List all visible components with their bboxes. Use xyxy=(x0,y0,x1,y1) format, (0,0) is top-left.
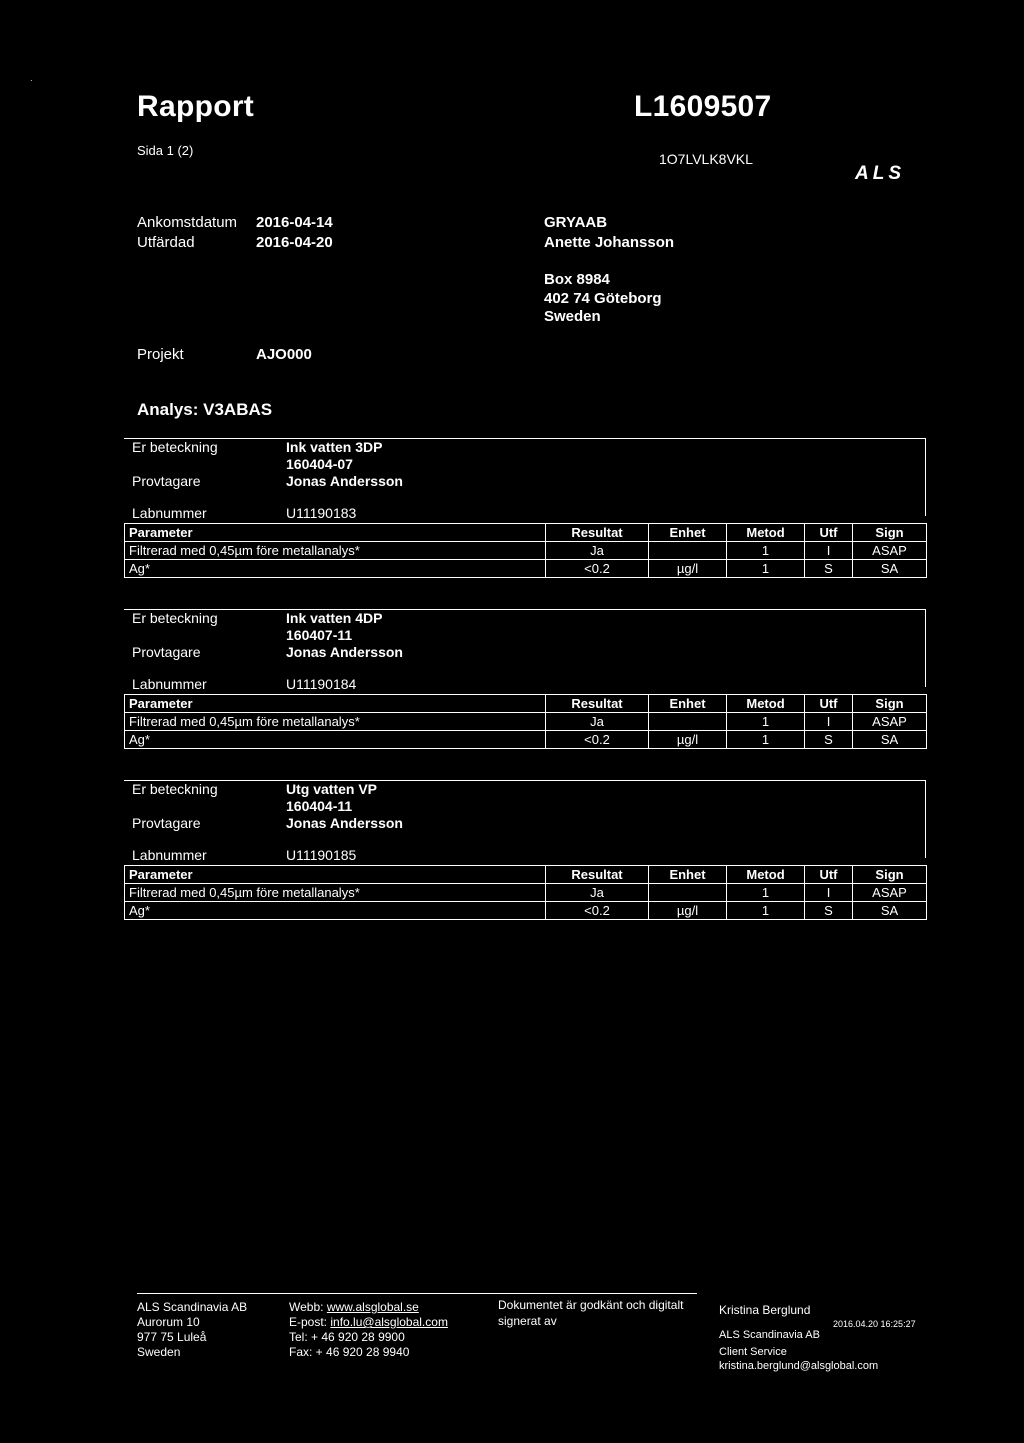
footer-web-label: Webb: xyxy=(289,1300,327,1314)
labnumber-value: U11190183 xyxy=(286,505,357,521)
table-row xyxy=(125,542,927,560)
sampler-name: Jonas Andersson xyxy=(286,473,403,489)
signer-company: ALS Scandinavia AB xyxy=(719,1329,820,1341)
header-utf: Utf xyxy=(805,695,853,713)
sample-frame xyxy=(124,780,926,858)
cell-result: Ja xyxy=(546,713,649,731)
footer-company-country: Sweden xyxy=(137,1345,181,1359)
cell-result: Ja xyxy=(546,542,649,560)
cell-utf: I xyxy=(805,542,853,560)
signer-name: Kristina Berglund xyxy=(719,1303,811,1317)
cell-parameter: Filtrerad med 0,45µm före metallanalys* xyxy=(125,884,546,902)
table-row xyxy=(125,884,927,902)
header-parameter: Parameter xyxy=(125,695,546,713)
arrival-label: Ankomstdatum xyxy=(137,214,238,231)
sample-name: Ink vatten 3DP xyxy=(286,439,383,455)
header-sign: Sign xyxy=(853,866,927,884)
cell-result: <0.2 xyxy=(546,560,649,578)
cell-parameter: Ag* xyxy=(125,902,546,920)
sample-name: Ink vatten 4DP xyxy=(286,610,383,626)
cell-method: 1 xyxy=(727,884,805,902)
footer-fax: Fax: + 46 920 28 9940 xyxy=(289,1345,410,1359)
cell-sign: SA xyxy=(853,560,927,578)
footer-tel: Tel: + 46 920 28 9900 xyxy=(289,1330,405,1344)
customer-company: GRYAAB xyxy=(544,214,608,231)
project-value: AJO000 xyxy=(256,346,312,363)
results-table xyxy=(124,694,927,749)
cell-utf: I xyxy=(805,713,853,731)
sampler-label: Provtagare xyxy=(132,815,201,831)
sampler-name: Jonas Andersson xyxy=(286,815,403,831)
header-utf: Utf xyxy=(805,524,853,542)
designation-label: Er beteckning xyxy=(132,439,218,455)
cell-parameter: Ag* xyxy=(125,731,546,749)
cell-unit xyxy=(649,713,727,731)
footer-company-city: 977 75 Luleå xyxy=(137,1330,207,1344)
cell-method: 1 xyxy=(727,560,805,578)
sample-date-code: 160404-11 xyxy=(286,798,353,814)
sample-name: Utg vatten VP xyxy=(286,781,378,797)
header-sign: Sign xyxy=(853,524,927,542)
analysis-title: Analys: V3ABAS xyxy=(137,400,273,419)
header-parameter: Parameter xyxy=(125,866,546,884)
cell-sign: ASAP xyxy=(853,713,927,731)
cell-utf: S xyxy=(805,731,853,749)
header-method: Metod xyxy=(727,524,805,542)
header-sign: Sign xyxy=(853,695,927,713)
cell-sign: ASAP xyxy=(853,542,927,560)
sample-frame xyxy=(124,609,926,687)
cell-parameter: Ag* xyxy=(125,560,546,578)
header-unit: Enhet xyxy=(649,524,727,542)
signed-timestamp: 2016.04.20 16:25:27 xyxy=(833,1319,916,1329)
sampler-label: Provtagare xyxy=(132,644,201,660)
labnumber-label: Labnummer xyxy=(132,847,207,863)
page-indicator: Sida 1 (2) xyxy=(137,143,194,158)
sample-frame xyxy=(124,438,926,516)
footer-company-name: ALS Scandinavia AB xyxy=(137,1300,248,1314)
header-method: Metod xyxy=(727,866,805,884)
signer-email: kristina.berglund@alsglobal.com xyxy=(719,1360,879,1372)
arrival-date: 2016-04-14 xyxy=(256,214,333,231)
results-table xyxy=(124,523,927,578)
cell-unit xyxy=(649,542,727,560)
footer-web xyxy=(289,1300,419,1314)
results-table xyxy=(124,865,927,920)
cell-unit: µg/l xyxy=(649,731,727,749)
labnumber-value: U11190184 xyxy=(286,676,357,692)
table-row xyxy=(125,902,927,920)
labnumber-value: U11190185 xyxy=(286,847,357,863)
scan-dot: · xyxy=(30,76,33,85)
cell-method: 1 xyxy=(727,542,805,560)
customer-contact: Anette Johansson xyxy=(544,234,675,251)
als-logo: ALS xyxy=(855,163,905,184)
cell-utf: S xyxy=(805,902,853,920)
cell-unit: µg/l xyxy=(649,902,727,920)
cell-method: 1 xyxy=(727,902,805,920)
header-result: Resultat xyxy=(546,524,649,542)
document-code: 1O7LVLK8VKL xyxy=(659,151,753,167)
signer-dept: Client Service xyxy=(719,1346,787,1358)
cell-result: <0.2 xyxy=(546,731,649,749)
sample-date-code: 160404-07 xyxy=(286,456,353,472)
header-method: Metod xyxy=(727,695,805,713)
signed-text-2: signerat av xyxy=(498,1314,557,1328)
footer-company-street: Aurorum 10 xyxy=(137,1315,200,1329)
cell-utf: I xyxy=(805,884,853,902)
cell-sign: SA xyxy=(853,902,927,920)
project-label: Projekt xyxy=(137,346,184,363)
header-utf: Utf xyxy=(805,866,853,884)
web-link[interactable]: www.alsglobal.se xyxy=(326,1300,419,1314)
sampler-name: Jonas Andersson xyxy=(286,644,403,660)
cell-parameter: Filtrerad med 0,45µm före metallanalys* xyxy=(125,713,546,731)
footer-divider xyxy=(137,1293,697,1294)
table-row xyxy=(125,731,927,749)
customer-country: Sweden xyxy=(544,308,601,325)
issued-label: Utfärdad xyxy=(137,234,195,251)
signed-text-1: Dokumentet är godkänt och digitalt xyxy=(498,1298,684,1312)
results-header-row xyxy=(125,866,927,884)
cell-sign: ASAP xyxy=(853,884,927,902)
cell-parameter: Filtrerad med 0,45µm före metallanalys* xyxy=(125,542,546,560)
designation-label: Er beteckning xyxy=(132,781,218,797)
labnumber-label: Labnummer xyxy=(132,676,207,692)
cell-result: <0.2 xyxy=(546,902,649,920)
labnumber-label: Labnummer xyxy=(132,505,207,521)
designation-label: Er beteckning xyxy=(132,610,218,626)
customer-box: Box 8984 xyxy=(544,271,610,288)
sampler-label: Provtagare xyxy=(132,473,201,489)
issued-date: 2016-04-20 xyxy=(256,234,333,251)
cell-method: 1 xyxy=(727,731,805,749)
sample-date-code: 160407-11 xyxy=(286,627,353,643)
table-row xyxy=(125,560,927,578)
header-parameter: Parameter xyxy=(125,524,546,542)
cell-method: 1 xyxy=(727,713,805,731)
cell-result: Ja xyxy=(546,884,649,902)
header-result: Resultat xyxy=(546,695,649,713)
footer-email-label: E-post: xyxy=(289,1315,331,1329)
footer-email xyxy=(289,1315,448,1329)
results-header-row xyxy=(125,524,927,542)
results-header-row xyxy=(125,695,927,713)
header-result: Resultat xyxy=(546,866,649,884)
table-row xyxy=(125,713,927,731)
report-number: L1609507 xyxy=(634,90,772,123)
cell-unit xyxy=(649,884,727,902)
report-title: Rapport xyxy=(137,90,255,123)
cell-sign: SA xyxy=(853,731,927,749)
customer-city: 402 74 Göteborg xyxy=(544,290,662,307)
header-unit: Enhet xyxy=(649,866,727,884)
email-link[interactable]: info.lu@alsglobal.com xyxy=(330,1315,448,1329)
cell-utf: S xyxy=(805,560,853,578)
header-unit: Enhet xyxy=(649,695,727,713)
cell-unit: µg/l xyxy=(649,560,727,578)
